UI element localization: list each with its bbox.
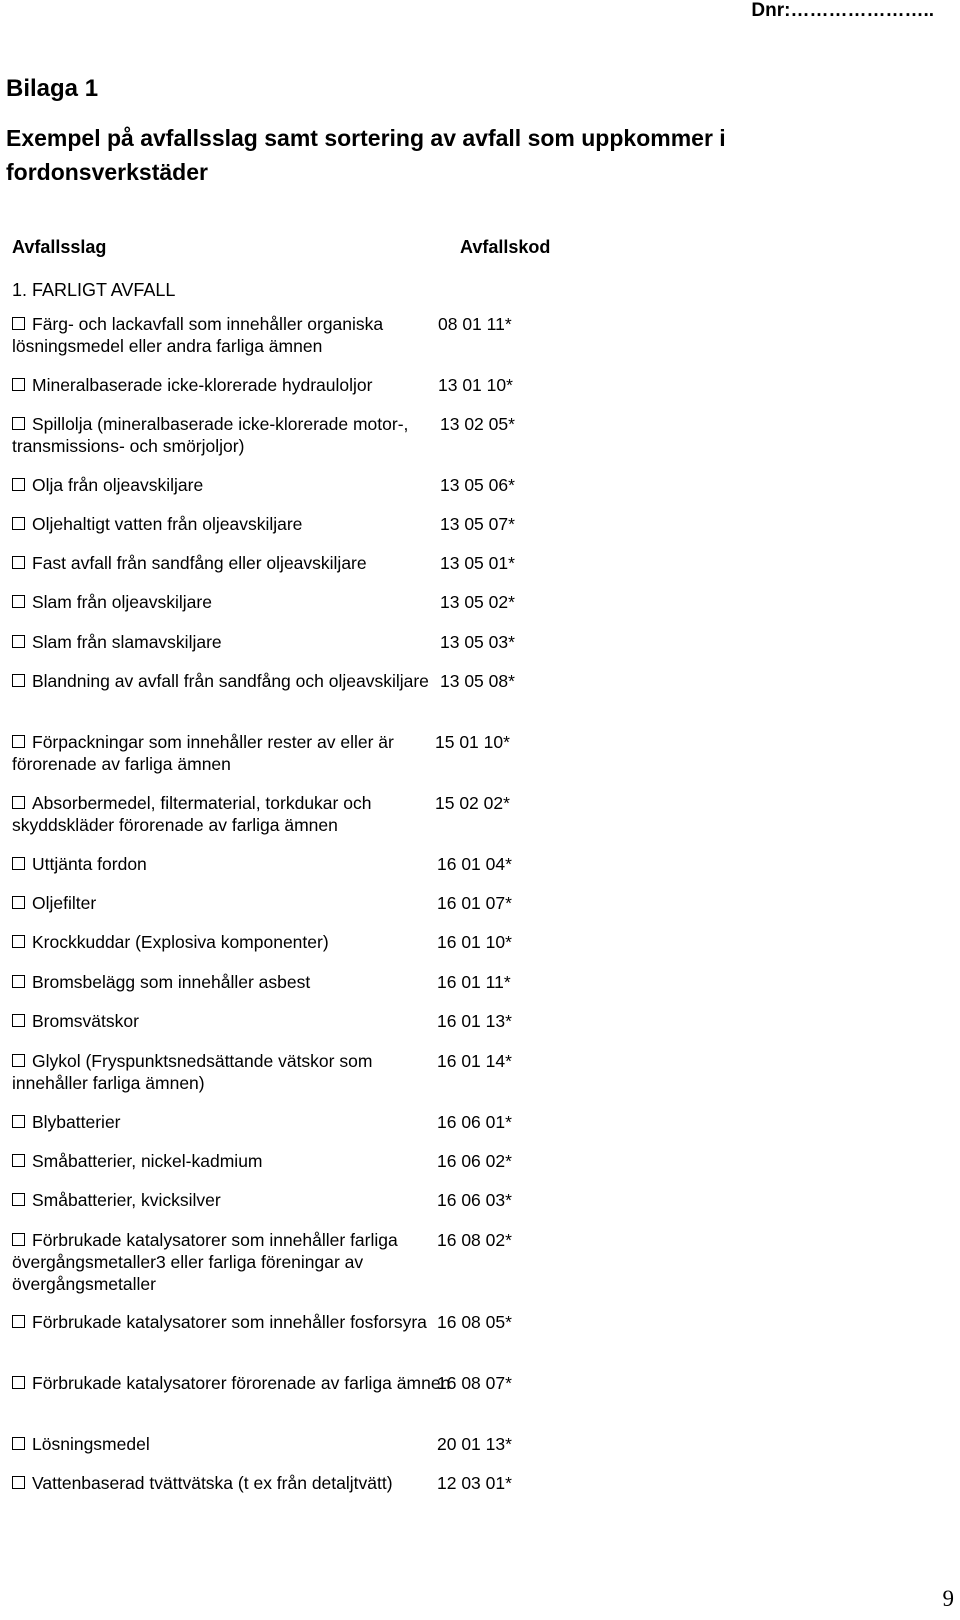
waste-code: 16 01 04* xyxy=(437,854,512,874)
waste-code: 16 08 05* xyxy=(437,1312,512,1332)
waste-type-text: Slam från oljeavskiljare xyxy=(32,592,212,612)
waste-code: 13 05 01* xyxy=(440,553,515,573)
waste-type xyxy=(12,474,452,496)
checkbox-icon xyxy=(12,674,25,687)
waste-type xyxy=(12,1433,452,1455)
checkbox-icon xyxy=(12,1014,25,1027)
waste-type xyxy=(12,731,452,775)
section-heading: 1. FARLIGT AVFALL xyxy=(12,280,176,300)
waste-type xyxy=(12,853,452,875)
waste-code: 13 05 08* xyxy=(440,671,515,691)
waste-type-text: Fast avfall från sandfång eller oljeavskiljare xyxy=(32,553,367,573)
waste-type xyxy=(12,1472,452,1494)
waste-type-text: Spillolja (mineralbaserade icke-klorerade motor-, transmissions- och smörjoljor) xyxy=(12,414,409,456)
waste-code: 15 01 10* xyxy=(435,732,510,752)
waste-type xyxy=(12,552,452,574)
checkbox-icon xyxy=(12,595,25,608)
waste-type-text: Mineralbaserade icke-klorerade hydrauloljor xyxy=(32,375,373,395)
waste-code: 16 06 01* xyxy=(437,1112,512,1132)
checkbox-icon xyxy=(12,517,25,530)
waste-code: 16 01 10* xyxy=(437,932,512,952)
waste-type-text: Bromsvätskor xyxy=(32,1011,139,1031)
checkbox-icon xyxy=(12,896,25,909)
waste-code: 16 01 14* xyxy=(437,1051,512,1071)
checkbox-icon xyxy=(12,478,25,491)
waste-type xyxy=(12,631,452,653)
checkbox-icon xyxy=(12,735,25,748)
checkbox-icon xyxy=(12,857,25,870)
waste-code: 16 08 07* xyxy=(437,1373,512,1393)
waste-type xyxy=(12,313,452,357)
checkbox-icon xyxy=(12,1054,25,1067)
checkbox-icon xyxy=(12,935,25,948)
checkbox-icon xyxy=(12,1115,25,1128)
waste-type xyxy=(12,670,452,692)
document-number: Dnr:………………….. xyxy=(751,0,934,21)
waste-type xyxy=(12,1050,452,1094)
waste-type-text: Oljefilter xyxy=(32,893,97,913)
waste-code: 16 06 02* xyxy=(437,1151,512,1171)
waste-type-text: Färg- och lackavfall som innehåller organiska lösningsmedel eller andra farliga ämnen xyxy=(12,314,384,356)
waste-type xyxy=(12,413,452,457)
waste-type-text: Olja från oljeavskiljare xyxy=(32,475,204,495)
waste-type-text: Förbrukade katalysatorer som innehåller farliga övergångsmetaller3 eller farliga föreningar av övergångsmetaller xyxy=(12,1230,398,1294)
checkbox-icon xyxy=(12,635,25,648)
page-heading: Exempel på avfallsslag samt sortering av avfall som uppkommer i fordonsverkstäder xyxy=(6,125,726,185)
waste-type xyxy=(12,1311,452,1333)
waste-code: 16 01 11* xyxy=(437,972,511,992)
checkbox-icon xyxy=(12,1233,25,1246)
waste-type-text: Glykol (Fryspunktsnedsättande vätskor som innehåller farliga ämnen) xyxy=(12,1051,373,1093)
waste-code: 13 05 07* xyxy=(440,514,515,534)
waste-type-text: Krockkuddar (Explosiva komponenter) xyxy=(32,932,329,952)
checkbox-icon xyxy=(12,378,25,391)
column-header-code: Avfallskod xyxy=(460,237,551,257)
waste-type xyxy=(12,1229,452,1295)
waste-code: 20 01 13* xyxy=(437,1434,512,1454)
waste-type xyxy=(12,1189,452,1211)
waste-code: 13 01 10* xyxy=(438,375,513,395)
waste-code: 12 03 01* xyxy=(437,1473,512,1493)
checkbox-icon xyxy=(12,1315,25,1328)
checkbox-icon xyxy=(12,1376,25,1389)
waste-type-text: Småbatterier, nickel-kadmium xyxy=(32,1151,263,1171)
checkbox-icon xyxy=(12,556,25,569)
waste-code: 16 01 07* xyxy=(437,893,512,913)
waste-type-text: Lösningsmedel xyxy=(32,1434,150,1454)
waste-code: 16 01 13* xyxy=(437,1011,512,1031)
waste-type xyxy=(12,1010,452,1032)
waste-type-text: Uttjänta fordon xyxy=(32,854,147,874)
waste-type xyxy=(12,1372,452,1394)
appendix-title: Bilaga 1 xyxy=(6,75,99,102)
waste-code: 13 05 02* xyxy=(440,592,515,612)
column-header-type: Avfallsslag xyxy=(12,237,107,257)
waste-type xyxy=(12,591,452,613)
waste-type xyxy=(12,971,452,993)
waste-type-text: Småbatterier, kvicksilver xyxy=(32,1190,221,1210)
waste-type-text: Vattenbaserad tvättvätska (t ex från detaljtvätt) xyxy=(32,1473,393,1493)
waste-type-text: Bromsbelägg som innehåller asbest xyxy=(32,972,311,992)
waste-type xyxy=(12,931,452,953)
waste-type-text: Förpackningar som innehåller rester av eller är förorenade av farliga ämnen xyxy=(12,732,394,774)
waste-type xyxy=(12,513,452,535)
checkbox-icon xyxy=(12,1193,25,1206)
waste-type-text: Blandning av avfall från sandfång och oljeavskiljare xyxy=(32,671,429,691)
waste-type-text: Blybatterier xyxy=(32,1112,121,1132)
page-number: 9 xyxy=(942,1586,954,1611)
waste-type xyxy=(12,892,452,914)
waste-type xyxy=(12,792,452,836)
waste-code: 13 05 03* xyxy=(440,632,515,652)
waste-code: 08 01 11* xyxy=(438,314,512,334)
checkbox-icon xyxy=(12,1437,25,1450)
checkbox-icon xyxy=(12,1476,25,1489)
checkbox-icon xyxy=(12,317,25,330)
waste-code: 15 02 02* xyxy=(435,793,510,813)
waste-code: 13 05 06* xyxy=(440,475,515,495)
checkbox-icon xyxy=(12,796,25,809)
waste-type xyxy=(12,1111,452,1133)
waste-type-text: Förbrukade katalysatorer förorenade av farliga ämnen xyxy=(32,1373,451,1393)
waste-type-text: Oljehaltigt vatten från oljeavskiljare xyxy=(32,514,303,534)
waste-type-text: Förbrukade katalysatorer som innehåller fosforsyra xyxy=(32,1312,427,1332)
waste-type xyxy=(12,1150,452,1172)
waste-type-text: Slam från slamavskiljare xyxy=(32,632,222,652)
waste-type-text: Absorbermedel, filtermaterial, torkdukar och skyddskläder förorenade av farliga ämnen xyxy=(12,793,372,835)
waste-type xyxy=(12,374,452,396)
checkbox-icon xyxy=(12,975,25,988)
waste-code: 13 02 05* xyxy=(440,414,515,434)
checkbox-icon xyxy=(12,1154,25,1167)
checkbox-icon xyxy=(12,417,25,430)
waste-code: 16 08 02* xyxy=(437,1230,512,1250)
waste-code: 16 06 03* xyxy=(437,1190,512,1210)
